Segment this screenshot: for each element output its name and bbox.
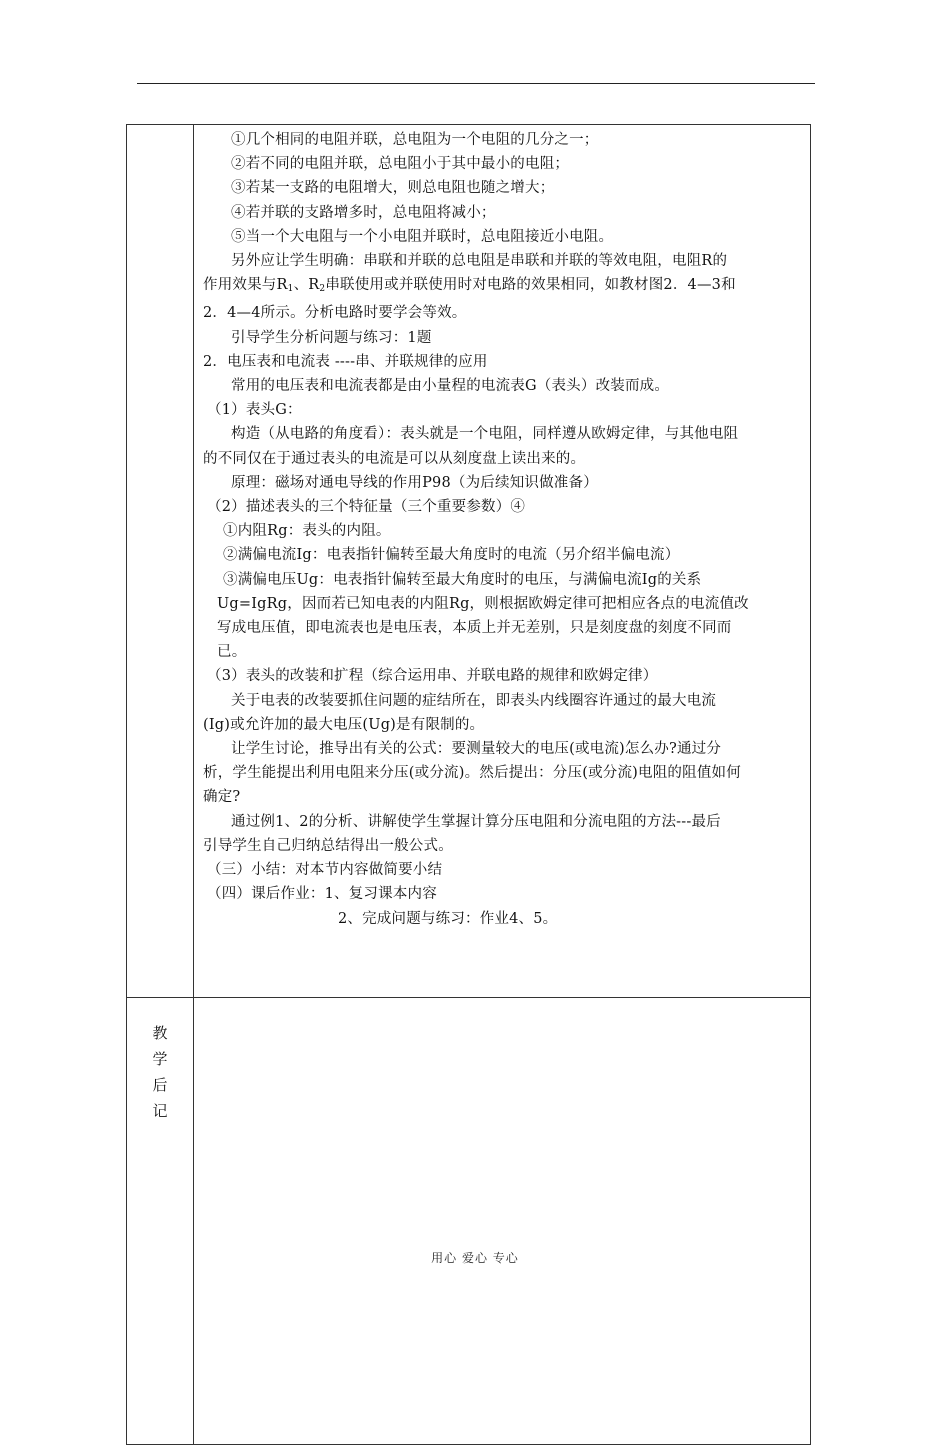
- text-line: 写成电压值，即电流表也是电压表，本质上并无差别，只是刻度盘的刻度不同而: [217, 620, 732, 637]
- table-cell-notes: [193, 997, 811, 1445]
- text-line: (Ig)或允许加的最大电压(Ug)是有限制的。: [203, 716, 485, 733]
- table-cell-label-top: [126, 124, 194, 998]
- text-line: ②满偏电流Ig：电表指针偏转至最大角度时的电流（另介绍半偏电流）: [223, 547, 680, 564]
- text-line: 常用的电压表和电流表都是由小量程的电流表G（表头）改装而成。: [231, 378, 670, 395]
- text-line: 析，学生能提出利用电阻来分压(或分流)。然后提出：分压(或分流)电阻的阻值如何: [203, 765, 741, 782]
- text-line: 构造（从电路的角度看）：表头就是一个电阻，同样遵从欧姆定律，与其他电阻: [231, 426, 739, 443]
- text-line: 引导学生自己归纳总结得出一般公式。: [203, 837, 453, 854]
- subheading: （3）表头的改装和扩程（综合运用串、并联电路的规律和欧姆定律）: [207, 668, 658, 685]
- text-line: 通过例1、2的分析、讲解使学生掌握计算分压电阻和分流电阻的方法---最后: [231, 813, 721, 830]
- lesson-content: [203, 128, 805, 931]
- text-line: ③若某一支路的电阻增大，则总电阻也随之增大；: [231, 180, 555, 197]
- subheading: （1）表头G：: [207, 402, 302, 419]
- text-line: 确定?: [203, 789, 241, 806]
- text-line: 让学生讨论，推导出有关的公式：要测量较大的电压(或电流)怎么办?通过分: [231, 741, 722, 758]
- text-line: Ug=IgRg，因而若已知电表的内阻Rg，则根据欧姆定律可把相应各点的电流值改: [217, 595, 749, 612]
- header-rule: [137, 83, 815, 84]
- subheading: （三）小结：对本节内容做简要小结: [207, 862, 443, 879]
- text-line: 已。: [217, 644, 247, 661]
- section-heading: 2．电压表和电流表 ----串、并联规律的应用: [203, 353, 488, 370]
- text-line: 的不同仅在于通过表头的电流是可以从刻度盘上读出来的。: [203, 450, 586, 467]
- text-line: ④若并联的支路增多时，总电阻将减小；: [231, 204, 496, 221]
- page-footer: 用心 爱心 专心: [431, 1251, 519, 1265]
- text-line: ⑤当一个大电阻与一个小电阻并联时，总电阻接近小电阻。: [231, 228, 614, 245]
- text-line: 2．4—4所示。分析电路时要学会等效。: [203, 305, 467, 322]
- subheading: （四）课后作业：1、复习课本内容: [207, 886, 437, 903]
- text-line: ③满偏电压Ug：电表指针偏转至最大角度时的电压，与满偏电流Ig的关系: [223, 571, 702, 588]
- text-line: 作用效果与$R_1$、$R_2$串联使用或并联使用时对电路的效果相同，如教材图2．4—3和: [203, 277, 736, 295]
- text-line: 关于电表的改装要抓住问题的症结所在，即表头内线圈容许通过的最大电流: [231, 692, 717, 709]
- text-line: 引导学生分析问题与练习：1题: [231, 329, 432, 346]
- text-line: 原理：磁场对通电导线的作用P98（为后续知识做准备）: [231, 474, 598, 491]
- teaching-notes-label: 教 学 后 记: [152, 1024, 168, 1120]
- subheading: （2）描述表头的三个特征量（三个重要参数）④: [207, 499, 526, 516]
- text-line: 另外应让学生明确：串联和并联的总电阻是串联和并联的等效电阻，电阻R的: [231, 253, 728, 270]
- text-line: ①内阻Rg：表头的内阻。: [223, 523, 391, 540]
- text-line: ①几个相同的电阻并联，总电阻为一个电阻的几分之一；: [231, 132, 599, 148]
- text-line: ②若不同的电阻并联，总电阻小于其中最小的电阻；: [231, 156, 570, 173]
- text-line: 2、完成问题与练习：作业4、5。: [338, 910, 558, 927]
